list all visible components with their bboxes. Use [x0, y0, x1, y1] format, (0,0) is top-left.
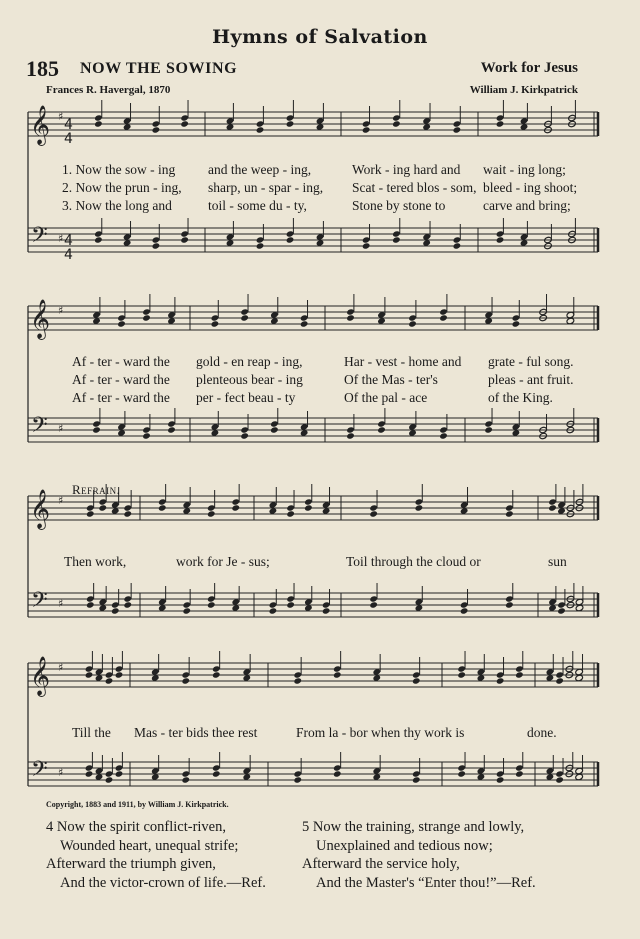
refrain-label: Refrain.: [72, 482, 121, 497]
stanza-4: 4 Now the spirit conflict-riven, Wounded heart, unequal strife; Afterward the triumph given, And the victor-crown of life.—Ref.: [46, 819, 266, 891]
svg-text:♯: ♯: [58, 304, 64, 317]
composer: William J. Kirkpatrick: [469, 84, 578, 96]
svg-text:4: 4: [64, 247, 73, 263]
system2-verse3: Af - ter - ward the per - fect beau - ty Of the pal - ace of the King.: [72, 390, 553, 405]
svg-text:𝄞: 𝄞: [30, 489, 51, 529]
svg-text:4: 4: [64, 117, 73, 133]
system1-verse1: 1. Now the sow - ing and the weep - ing, Work - ing hard and wait - ing long;: [62, 162, 566, 177]
svg-text:𝄞: 𝄞: [30, 105, 51, 145]
refrain-line1: Then work, work for Je - sus; Toil through the cloud or sun: [64, 554, 567, 569]
svg-text:♯: ♯: [58, 422, 64, 435]
svg-text:𝄞: 𝄞: [30, 656, 51, 696]
system1-verse3: 3. Now the long and toil - some du - ty, Stone by stone to carve and bring;: [62, 198, 571, 213]
svg-text:♯: ♯: [58, 661, 64, 674]
svg-text:♯: ♯: [58, 597, 64, 610]
system2-verse2: Af - ter - ward the plenteous bear - ing Of the Mas - ter's pleas - ant fruit.: [72, 372, 574, 387]
svg-text:𝄢: 𝄢: [31, 588, 48, 618]
stanza-5: 5 Now the training, strange and lowly, Unexplained and tedious now; Afterward the service holy, And the Master's “Enter thou!”—Ref.: [302, 819, 536, 891]
book-title: Hymns of Salvation: [212, 26, 428, 48]
copyright: Copyright, 1883 and 1911, by William J. Kirkpatrick.: [46, 800, 229, 809]
hymn-title: NOW THE SOWING: [80, 60, 238, 77]
tune-name: Work for Jesus: [480, 60, 578, 76]
svg-text:𝄢: 𝄢: [31, 413, 48, 443]
refrain-line2: Till the Mas - ter bids thee rest From la - bor when thy work is done.: [72, 725, 557, 740]
hymn-number: 185: [26, 56, 59, 81]
system2-verse1: Af - ter - ward the gold - en reap - ing, Har - vest - home and grate - ful song.: [72, 354, 574, 369]
svg-text:♯: ♯: [58, 232, 64, 245]
svg-text:4: 4: [64, 131, 73, 147]
svg-text:♯: ♯: [58, 110, 64, 123]
author: Frances R. Havergal, 1870: [46, 84, 171, 96]
svg-text:𝄞: 𝄞: [30, 299, 51, 339]
svg-text:𝄢: 𝄢: [31, 223, 48, 253]
svg-text:𝄢: 𝄢: [31, 757, 48, 787]
svg-text:♯: ♯: [58, 494, 64, 507]
system1-verse2: 2. Now the prun - ing, sharp, un - spar - ing, Scat - tered blos - som, bleed - ing shoot;: [62, 180, 578, 195]
svg-text:♯: ♯: [58, 766, 64, 779]
svg-text:4: 4: [64, 233, 73, 249]
